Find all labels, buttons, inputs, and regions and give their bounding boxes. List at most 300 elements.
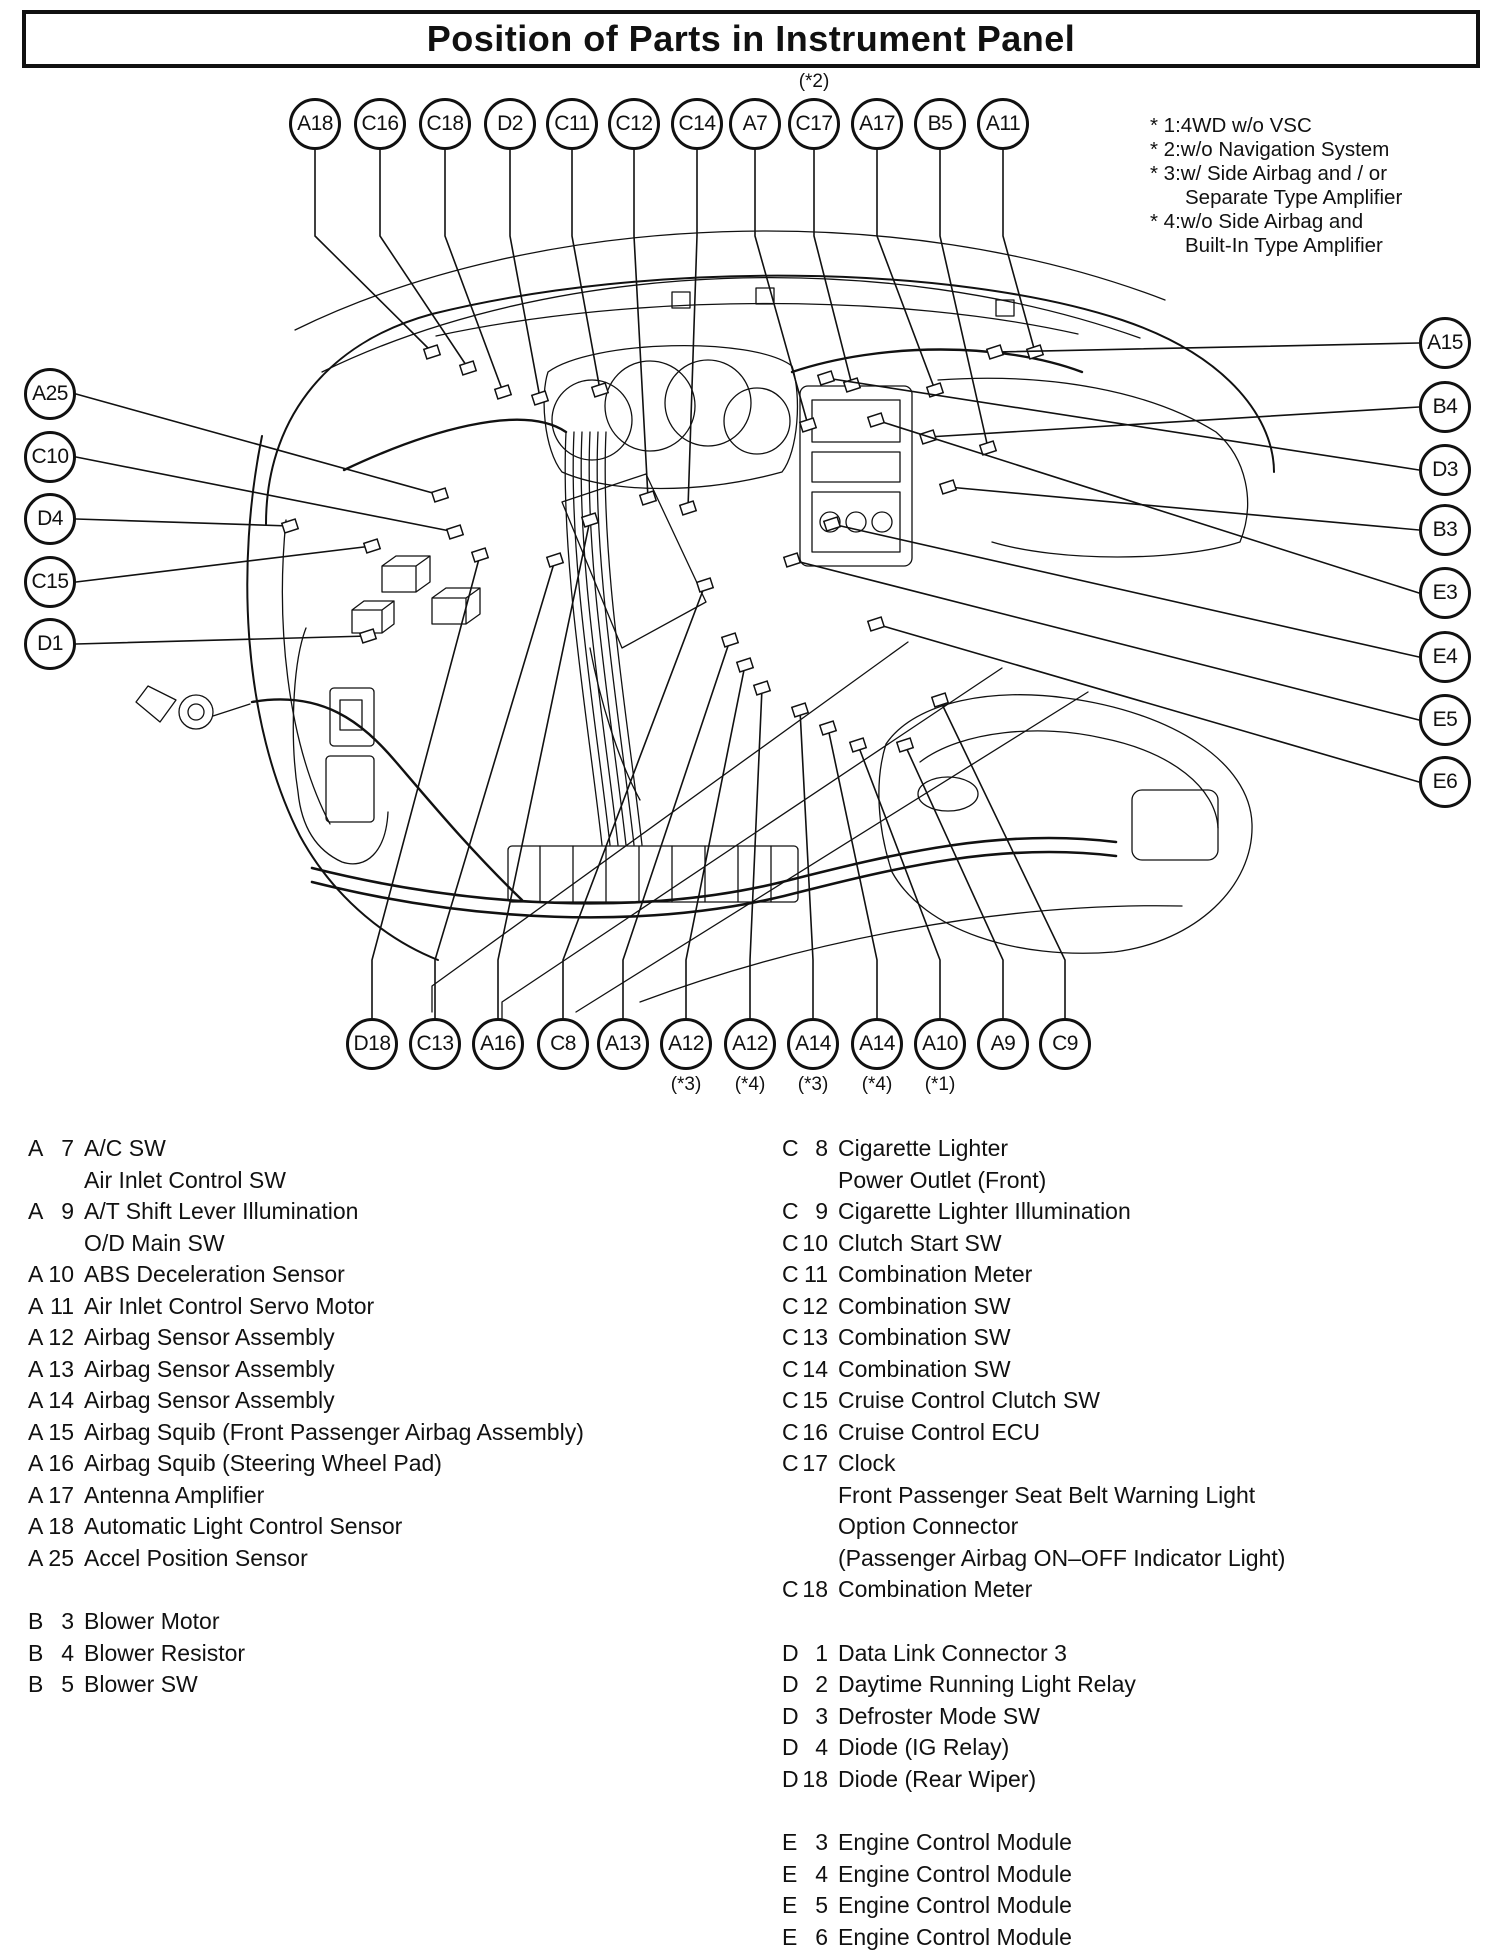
legend-entry-text: Combination SW bbox=[838, 1292, 1011, 1319]
legend-entry-lines bbox=[828, 1669, 1136, 1701]
callout-label: A14 bbox=[795, 1032, 831, 1055]
callout-C11 bbox=[546, 98, 598, 150]
legend-entry-text: Engine Control Module bbox=[838, 1860, 1072, 1887]
legend-entry-id bbox=[782, 1291, 828, 1323]
legend-entry bbox=[782, 1322, 1285, 1354]
legend-entry-number: 12 bbox=[48, 1324, 74, 1350]
callout-label: C9 bbox=[1052, 1032, 1078, 1055]
callout-label: C15 bbox=[31, 570, 69, 593]
legend-entry-id bbox=[782, 1890, 828, 1922]
legend-group bbox=[782, 1827, 1285, 1953]
legend-entry-lines bbox=[828, 1417, 1040, 1449]
legend-entry-lines bbox=[74, 1606, 219, 1638]
legend-entry-text: A/T Shift Lever Illumination bbox=[84, 1198, 359, 1224]
legend-entry-lines bbox=[828, 1827, 1072, 1859]
footnote bbox=[1150, 210, 1402, 258]
callout-label: E4 bbox=[1432, 645, 1458, 668]
legend-entry-number: 5 bbox=[61, 1671, 74, 1697]
callout-label: A11 bbox=[985, 112, 1021, 135]
callout-label: C18 bbox=[426, 112, 464, 135]
legend-entry-text: Combination SW bbox=[838, 1355, 1011, 1382]
legend-entry bbox=[28, 1196, 584, 1259]
legend-entry-id bbox=[782, 1448, 828, 1574]
legend-entry-lines bbox=[828, 1448, 1285, 1574]
callout-label: A25 bbox=[32, 382, 68, 405]
legend-entry bbox=[28, 1669, 584, 1701]
callout-label: C10 bbox=[31, 445, 69, 468]
callout-A9 bbox=[977, 1018, 1029, 1070]
legend-entry-lines bbox=[828, 1291, 1011, 1323]
footnote-line: * 3:w/ Side Airbag and / or bbox=[1150, 162, 1388, 185]
callout-label: C17 bbox=[795, 112, 833, 135]
legend-entry bbox=[28, 1291, 584, 1323]
legend-entry-letter: B bbox=[28, 1639, 44, 1666]
legend-entry bbox=[28, 1354, 584, 1386]
legend-entry-text: Data Link Connector 3 bbox=[838, 1639, 1067, 1666]
callout-label: A15 bbox=[1427, 331, 1463, 354]
legend-entry-number: 17 bbox=[48, 1481, 74, 1508]
callout-label: A14 bbox=[859, 1032, 895, 1055]
legend-entry-id bbox=[28, 1417, 74, 1449]
callout-label: A17 bbox=[859, 112, 895, 135]
legend-entry-letter: D bbox=[782, 1671, 799, 1697]
callout-label: A12 bbox=[732, 1032, 768, 1055]
callout-label: C8 bbox=[550, 1032, 576, 1055]
legend-entry-letter: D bbox=[782, 1702, 799, 1729]
legend-entry bbox=[782, 1385, 1285, 1417]
legend-entry bbox=[782, 1859, 1285, 1891]
legend-entry-id bbox=[782, 1922, 828, 1954]
legend-entry-id bbox=[28, 1606, 74, 1638]
legend-entry-text: Clock bbox=[838, 1450, 896, 1476]
callout-D3 bbox=[1419, 444, 1471, 496]
legend-entry-letter: A bbox=[28, 1261, 44, 1287]
legend-entry-letter: C bbox=[782, 1418, 799, 1445]
legend-entry-lines bbox=[74, 1511, 402, 1543]
legend-entry-letter: E bbox=[782, 1923, 798, 1950]
legend-entry-id bbox=[782, 1827, 828, 1859]
legend-entry-id bbox=[28, 1511, 74, 1543]
legend-entry bbox=[782, 1669, 1285, 1701]
callout-E6 bbox=[1419, 756, 1471, 808]
legend-entry bbox=[782, 1701, 1285, 1733]
legend-entry-letter: C bbox=[782, 1387, 799, 1413]
legend-entry-text: Defroster Mode SW bbox=[838, 1702, 1040, 1729]
legend-entry-letter: D bbox=[782, 1639, 799, 1666]
legend-entry bbox=[782, 1574, 1285, 1606]
legend-entry-letter: C bbox=[782, 1450, 799, 1476]
callout-A16 bbox=[472, 1018, 524, 1070]
legend-entry-id bbox=[28, 1543, 74, 1575]
legend-entry-text: ABS Deceleration Sensor bbox=[84, 1261, 345, 1287]
callout-B3 bbox=[1419, 504, 1471, 556]
legend-entry-letter: C bbox=[782, 1355, 799, 1382]
legend-entry-number: 18 bbox=[48, 1513, 74, 1539]
legend-entry bbox=[782, 1890, 1285, 1922]
legend-entry-number: 11 bbox=[50, 1292, 74, 1319]
legend-entry-number: 9 bbox=[815, 1198, 828, 1224]
callout-label: A13 bbox=[605, 1032, 641, 1055]
legend-entry-letter: D bbox=[782, 1765, 799, 1792]
footnote-line: Built-In Type Amplifier bbox=[1185, 234, 1383, 257]
legend-entry-lines bbox=[74, 1543, 308, 1575]
legend-entry-lines bbox=[828, 1385, 1100, 1417]
legend-entry-text: Combination SW bbox=[838, 1324, 1011, 1350]
callout-D4 bbox=[24, 493, 76, 545]
legend-entry-letter: C bbox=[782, 1292, 799, 1319]
legend-entry-id bbox=[782, 1417, 828, 1449]
callout-A25 bbox=[24, 368, 76, 420]
legend-entry-letter: A bbox=[28, 1481, 44, 1508]
callout-C16 bbox=[354, 98, 406, 150]
legend-entry bbox=[28, 1543, 584, 1575]
legend-entry-id bbox=[28, 1480, 74, 1512]
legend-entry-text: Combination Meter bbox=[838, 1261, 1033, 1287]
legend-entry-id bbox=[28, 1448, 74, 1480]
callout-C17 bbox=[788, 98, 840, 150]
legend-group bbox=[782, 1133, 1285, 1606]
legend-entry-lines bbox=[828, 1228, 1002, 1260]
legend-entry-id bbox=[782, 1133, 828, 1196]
callout-label: C16 bbox=[361, 112, 399, 135]
legend-entry-lines bbox=[828, 1922, 1072, 1954]
callout-footnote-ref: (*3) bbox=[670, 1074, 702, 1095]
legend-entry-lines bbox=[828, 1133, 1046, 1196]
legend-entry bbox=[782, 1196, 1285, 1228]
legend-entry-lines bbox=[74, 1385, 335, 1417]
legend-entry-lines bbox=[828, 1574, 1032, 1606]
legend-entry-letter: A bbox=[28, 1292, 44, 1319]
callout-A17 bbox=[851, 98, 903, 150]
legend-entry-lines bbox=[828, 1259, 1032, 1291]
callout-label: A12 bbox=[668, 1032, 704, 1055]
legend-entry-number: 6 bbox=[815, 1923, 828, 1950]
legend-entry-id bbox=[782, 1574, 828, 1606]
legend-entry-text: Airbag Squib (Steering Wheel Pad) bbox=[84, 1450, 442, 1476]
legend-entry-letter: B bbox=[28, 1671, 44, 1697]
legend-entry bbox=[782, 1291, 1285, 1323]
callout-footnote-ref: (*1) bbox=[924, 1074, 956, 1095]
legend-entry-number: 3 bbox=[815, 1829, 828, 1855]
legend-entry-lines bbox=[74, 1322, 335, 1354]
legend-entry-id bbox=[782, 1385, 828, 1417]
legend-entry-number: 8 bbox=[815, 1135, 828, 1161]
legend-entry-id bbox=[28, 1259, 74, 1291]
legend-entry-letter: A bbox=[28, 1324, 44, 1350]
callout-A18 bbox=[289, 98, 341, 150]
legend-entry bbox=[28, 1638, 584, 1670]
legend-entry-letter: A bbox=[28, 1450, 44, 1476]
legend-entry bbox=[28, 1417, 584, 1449]
legend-entry-number: 1 bbox=[815, 1639, 828, 1666]
callout-C8 bbox=[537, 1018, 589, 1070]
legend-entry-id bbox=[782, 1196, 828, 1228]
legend-entry-lines bbox=[828, 1890, 1072, 1922]
legend-entry-id bbox=[28, 1638, 74, 1670]
callout-D1 bbox=[24, 618, 76, 670]
legend-entry-number: 4 bbox=[815, 1860, 828, 1887]
callout-label: A18 bbox=[297, 112, 333, 135]
legend-entry-text: Automatic Light Control Sensor bbox=[84, 1513, 403, 1539]
footnotes bbox=[1150, 114, 1402, 258]
callout-footnote-ref: (*4) bbox=[734, 1074, 766, 1095]
callout-C12 bbox=[608, 98, 660, 150]
legend-entry bbox=[782, 1259, 1285, 1291]
callout-label: D1 bbox=[37, 632, 63, 655]
legend-entry-letter: A bbox=[28, 1387, 44, 1413]
callout-label: C11 bbox=[554, 112, 590, 135]
callout-C13 bbox=[409, 1018, 461, 1070]
callout-E3 bbox=[1419, 567, 1471, 619]
legend-entry-number: 9 bbox=[61, 1198, 74, 1224]
legend-entry-number: 15 bbox=[48, 1418, 74, 1445]
legend-entry-letter: C bbox=[782, 1135, 799, 1161]
legend-entry-id bbox=[28, 1354, 74, 1386]
callout-label: A9 bbox=[990, 1032, 1016, 1055]
callout-D18 bbox=[346, 1018, 398, 1070]
legend-entry bbox=[782, 1417, 1285, 1449]
legend-column-left bbox=[28, 1133, 584, 1733]
callout-A12 bbox=[660, 1018, 712, 1070]
legend-entry-id bbox=[782, 1669, 828, 1701]
legend-entry-letter: D bbox=[782, 1734, 799, 1760]
footnote-line: * 2:w/o Navigation System bbox=[1150, 138, 1390, 161]
legend-entry-letter: C bbox=[782, 1198, 799, 1224]
legend-entry-id bbox=[28, 1291, 74, 1323]
callout-label: E3 bbox=[1432, 581, 1458, 604]
legend-entry-id bbox=[782, 1259, 828, 1291]
footnote bbox=[1150, 138, 1402, 162]
legend-entry-number: 13 bbox=[48, 1355, 74, 1382]
callout-label: D4 bbox=[37, 507, 63, 530]
footnote bbox=[1150, 114, 1402, 138]
callout-E4 bbox=[1419, 631, 1471, 683]
callout-label: D18 bbox=[353, 1032, 391, 1055]
legend-entry-text: Cigarette Lighter Illumination bbox=[838, 1198, 1131, 1224]
legend-entry-id bbox=[28, 1196, 74, 1259]
callout-A13 bbox=[597, 1018, 649, 1070]
legend-column-right bbox=[782, 1133, 1285, 1958]
callout-A14 bbox=[787, 1018, 839, 1070]
legend-entry-number: 17 bbox=[802, 1450, 828, 1476]
legend-entry-lines bbox=[74, 1196, 358, 1259]
legend-group bbox=[28, 1606, 584, 1701]
legend-group bbox=[28, 1133, 584, 1574]
legend-entry-number: 25 bbox=[48, 1544, 74, 1571]
legend-entry-text: Engine Control Module bbox=[838, 1923, 1072, 1950]
legend-entry-id bbox=[28, 1133, 74, 1196]
legend-entry-number: 10 bbox=[48, 1261, 74, 1287]
callout-C9 bbox=[1039, 1018, 1091, 1070]
callout-C10 bbox=[24, 431, 76, 483]
legend-entry-id bbox=[782, 1228, 828, 1260]
legend-entry-text: Engine Control Module bbox=[838, 1829, 1072, 1855]
legend-entry bbox=[28, 1448, 584, 1480]
legend-entry bbox=[28, 1606, 584, 1638]
legend-entry-id bbox=[782, 1322, 828, 1354]
legend-entry-number: 14 bbox=[48, 1387, 74, 1413]
legend-entry-text: Front Passenger Seat Belt Warning Light bbox=[838, 1481, 1256, 1508]
legend-entry bbox=[28, 1259, 584, 1291]
legend-entry-number: 12 bbox=[802, 1292, 828, 1319]
page-title: Position of Parts in Instrument Panel bbox=[426, 18, 1076, 59]
callout-label: A7 bbox=[742, 112, 768, 135]
callout-A10 bbox=[914, 1018, 966, 1070]
legend-entry-text: Diode (IG Relay) bbox=[838, 1734, 1010, 1760]
legend-entry-id bbox=[782, 1732, 828, 1764]
legend-entry-text: Airbag Sensor Assembly bbox=[84, 1324, 335, 1350]
legend-entry-letter: C bbox=[782, 1229, 799, 1256]
legend-entry bbox=[782, 1354, 1285, 1386]
legend-entry bbox=[28, 1385, 584, 1417]
legend-entry-lines bbox=[74, 1448, 442, 1480]
legend-entry-text: Airbag Squib (Front Passenger Airbag Assembly) bbox=[84, 1418, 584, 1445]
footnote-line: * 4:w/o Side Airbag and bbox=[1150, 210, 1364, 233]
callout-A14 bbox=[851, 1018, 903, 1070]
callout-label: C13 bbox=[416, 1032, 454, 1055]
legend-entry-id bbox=[28, 1669, 74, 1701]
legend-entry-id bbox=[28, 1322, 74, 1354]
legend-entry-lines bbox=[828, 1859, 1072, 1891]
legend-entry-letter: E bbox=[782, 1829, 798, 1855]
callout-label: E5 bbox=[1432, 708, 1458, 731]
legend-entry-letter: A bbox=[28, 1418, 44, 1445]
callout-footnote-ref: (*3) bbox=[797, 1074, 829, 1095]
legend-entry-id bbox=[28, 1385, 74, 1417]
legend-entry bbox=[782, 1228, 1285, 1260]
legend-entry-number: 16 bbox=[48, 1450, 74, 1476]
footnote-line: * 1:4WD w/o VSC bbox=[1150, 114, 1312, 137]
legend-entry-text: Blower Motor bbox=[84, 1608, 220, 1634]
legend-entry-number: 3 bbox=[61, 1608, 74, 1634]
legend-entry-number: 2 bbox=[815, 1671, 828, 1697]
legend-entry-text: Blower Resistor bbox=[84, 1639, 246, 1666]
legend-entry-text: Combination Meter bbox=[838, 1576, 1033, 1602]
legend-entry bbox=[782, 1827, 1285, 1859]
legend-entry-letter: C bbox=[782, 1324, 799, 1350]
callout-footnote-ref: (*4) bbox=[861, 1074, 893, 1095]
callout-E5 bbox=[1419, 694, 1471, 746]
legend-entry-text: Airbag Sensor Assembly bbox=[84, 1355, 335, 1382]
callout-D2 bbox=[484, 98, 536, 150]
legend-entry-text: Diode (Rear Wiper) bbox=[838, 1765, 1037, 1792]
legend-entry-lines bbox=[828, 1354, 1011, 1386]
legend-entry-text: Blower SW bbox=[84, 1671, 198, 1697]
legend-entry-id bbox=[782, 1638, 828, 1670]
legend-entry bbox=[28, 1133, 584, 1196]
legend-entry-lines bbox=[74, 1354, 335, 1386]
legend-entry-text: (Passenger Airbag ON–OFF Indicator Light) bbox=[838, 1544, 1286, 1571]
footnote bbox=[1150, 162, 1402, 210]
legend-entry-text: O/D Main SW bbox=[84, 1229, 225, 1256]
legend-entry-letter: A bbox=[28, 1198, 44, 1224]
legend-entry-text: Antenna Amplifier bbox=[84, 1481, 265, 1508]
callout-label: B3 bbox=[1432, 518, 1458, 541]
callout-B5 bbox=[914, 98, 966, 150]
legend-entry-number: 13 bbox=[802, 1324, 828, 1350]
callout-label: E6 bbox=[1432, 770, 1458, 793]
legend-entry-text: Cruise Control ECU bbox=[838, 1418, 1040, 1445]
legend-entry-lines bbox=[828, 1638, 1067, 1670]
legend-entry-letter: C bbox=[782, 1261, 799, 1287]
legend-entry-text: Airbag Sensor Assembly bbox=[84, 1387, 335, 1413]
legend-entry-number: 15 bbox=[802, 1387, 828, 1413]
callout-label: C12 bbox=[615, 112, 653, 135]
legend-entry-text: Option Connector bbox=[838, 1513, 1019, 1539]
legend-entry-lines bbox=[74, 1480, 264, 1512]
legend-entry-number: 5 bbox=[815, 1892, 828, 1918]
legend-entry-number: 4 bbox=[815, 1734, 828, 1760]
legend-group bbox=[782, 1638, 1285, 1796]
legend-entry-lines bbox=[74, 1133, 286, 1196]
legend-entry-letter: A bbox=[28, 1544, 44, 1571]
legend-entry-lines bbox=[828, 1701, 1040, 1733]
footnote-line: Separate Type Amplifier bbox=[1185, 186, 1403, 209]
callout-label: C14 bbox=[678, 112, 716, 135]
legend-entry bbox=[782, 1133, 1285, 1196]
legend-entry bbox=[28, 1322, 584, 1354]
legend-entry-lines bbox=[74, 1669, 198, 1701]
callout-A12 bbox=[724, 1018, 776, 1070]
callout-label: D2 bbox=[497, 112, 523, 135]
legend-entry-lines bbox=[828, 1764, 1036, 1796]
legend-entry-number: 7 bbox=[61, 1135, 74, 1161]
legend-entry-number: 10 bbox=[802, 1229, 828, 1256]
legend-entry-text: Air Inlet Control SW bbox=[84, 1166, 286, 1193]
callout-label: A16 bbox=[480, 1032, 516, 1055]
callout-label: A10 bbox=[922, 1032, 958, 1055]
legend-entry-number: 18 bbox=[802, 1765, 828, 1792]
legend-entry-lines bbox=[74, 1638, 245, 1670]
legend-entry bbox=[782, 1764, 1285, 1796]
legend-entry-letter: A bbox=[28, 1513, 44, 1539]
legend-entry-letter: E bbox=[782, 1860, 798, 1887]
callout-footnote-ref: (*2) bbox=[798, 71, 830, 92]
callout-A11 bbox=[977, 98, 1029, 150]
legend-entry-number: 18 bbox=[802, 1576, 828, 1602]
legend-entry-lines bbox=[74, 1291, 374, 1323]
legend-entry-lines bbox=[828, 1196, 1131, 1228]
legend-entry-text: A/C SW bbox=[84, 1135, 166, 1161]
legend-entry-letter: B bbox=[28, 1608, 44, 1634]
callout-A15 bbox=[1419, 317, 1471, 369]
callout-C14 bbox=[671, 98, 723, 150]
legend-entry-text: Clutch Start SW bbox=[838, 1229, 1002, 1256]
legend-entry-text: Cruise Control Clutch SW bbox=[838, 1387, 1101, 1413]
legend-entry-letter: E bbox=[782, 1892, 798, 1918]
legend-entry-id bbox=[782, 1859, 828, 1891]
legend-entry-text: Cigarette Lighter bbox=[838, 1135, 1009, 1161]
legend-entry-lines bbox=[828, 1732, 1009, 1764]
legend-entry-id bbox=[782, 1701, 828, 1733]
legend-entry-number: 14 bbox=[802, 1355, 828, 1382]
legend-entry-letter: A bbox=[28, 1135, 44, 1161]
legend-entry-letter: C bbox=[782, 1576, 799, 1602]
callout-C18 bbox=[419, 98, 471, 150]
legend-entry-number: 16 bbox=[802, 1418, 828, 1445]
callout-label: D3 bbox=[1432, 458, 1458, 481]
legend-entry-lines bbox=[828, 1322, 1011, 1354]
callout-C15 bbox=[24, 556, 76, 608]
callout-label: B5 bbox=[927, 112, 953, 135]
leader-lines bbox=[76, 150, 1419, 1018]
legend-entry bbox=[782, 1448, 1285, 1574]
legend-entry-text: Accel Position Sensor bbox=[84, 1544, 308, 1571]
legend-entry-letter: A bbox=[28, 1355, 44, 1382]
legend-entry-number: 4 bbox=[61, 1639, 74, 1666]
legend-entry bbox=[782, 1922, 1285, 1954]
callout-B4 bbox=[1419, 381, 1471, 433]
